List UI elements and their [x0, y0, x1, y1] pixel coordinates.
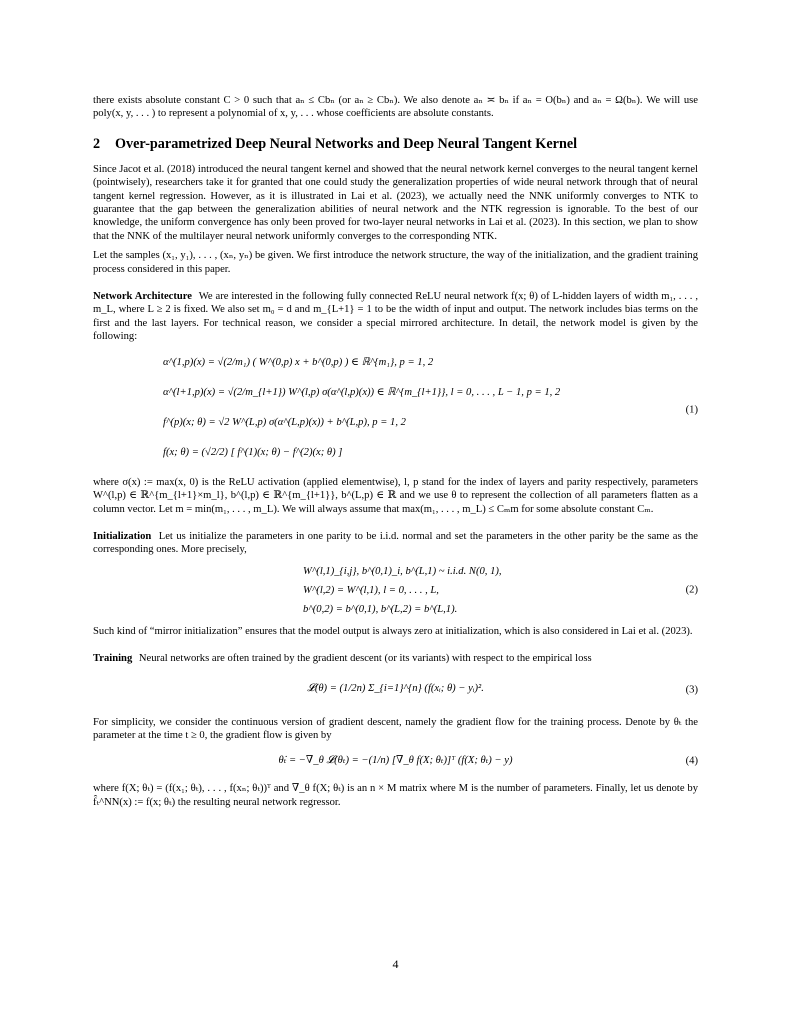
equation-2-number: (2)	[685, 584, 698, 596]
equation-1-line-4: f(x; θ) = (√2/2) [ f^(1)(x; θ) − f^(2)(x; θ) ]	[163, 446, 343, 458]
initialization-text: Let us initialize the parameters in one parity to be i.i.d. normal and set the parameters in the other parity be the same as the corresponding ones. More precisely,	[93, 530, 698, 556]
intro-paragraph: there exists absolute constant C > 0 such that aₙ ≤ Cbₙ (or aₙ ≥ Cbₙ). We also denote aₙ ≍ bₙ if aₙ = O(bₙ) and aₙ = Ω(bₙ). We will use poly(x, y, . . . ) to represent a polynomial of x, y, . . . whose coefficients are absolute constants.	[93, 95, 698, 120]
equation-1	[93, 350, 698, 470]
equation-2-line-2: W^(l,2) = W^(l,1), l = 0, . . . , L,	[303, 584, 439, 596]
network-architecture-heading: Network Architecture	[93, 291, 193, 303]
equation-4	[93, 746, 698, 776]
paper-page	[93, 94, 698, 809]
page-number: 4	[392, 957, 399, 971]
equation-4-body: θ̇ₜ = −∇_θ 𝓛(θₜ) = −(1/n) [∇_θ f(X; θₜ)]ᵀ (f(X; θₜ) − y)	[278, 755, 513, 767]
section-number: 2	[93, 135, 101, 152]
equation-1-line-2: α^(l+1,p)(x) = √(2/m_{l+1}) W^(l,p) σ(α^(l,p)(x)) ∈ ℝ^{m_{l+1}}, l = 0, . . . , L − 1, p = 1, 2	[163, 386, 561, 398]
equation-1-line-1: α^(1,p)(x) = √(2/m₁) ( W^(0,p) x + b^(0,p) ) ∈ ℝ^{m₁}, p = 1, 2	[163, 356, 434, 368]
section-heading	[93, 135, 698, 153]
training-text: Neural networks are often trained by the gradient descent (or its variants) with respect to the empirical loss	[138, 653, 592, 665]
equation-2	[93, 561, 698, 619]
training-flow-paragraph: For simplicity, we consider the continuous version of gradient descent, namely the gradient flow for the training process. Denote by θₜ the parameter at the time t ≥ 0, the gradient flow is given by	[93, 716, 698, 741]
paragraph-samples: Let the samples (x₁, y₁), . . . , (xₙ, yₙ) be given. We first introduce the network structure, the way of the initialization, and the gradient training process considered in this paper.	[93, 250, 698, 275]
network-after-paragraph: where σ(x) := max(x, 0) is the ReLU activation (applied elementwise), l, p stand for the index of layers and parity respectively, parameters W^(l,p) ∈ ℝ^{m_{l+1}×m_l}, b^(l,p) ∈ ℝ^{m_{l+1}}, b^(L,p) ∈ ℝ and we use θ to represent the collection of all parameters flatten as a column vector. Let m = min(m₁, . . . , m_L). We will always assume that max(m₁, . . . , m_L) ≤ Cₘm for some absolute constant Cₘ.	[93, 476, 698, 515]
section-title: Over-parametrized Deep Neural Networks and Deep Neural Tangent Kernel	[115, 135, 578, 152]
equation-2-line-3: b^(0,2) = b^(0,1), b^(L,2) = b^(L,1).	[303, 603, 458, 615]
equation-3-body: 𝓛(θ) = (1/2n) Σ_{i=1}^{n} (f(xᵢ; θ) − yᵢ)².	[307, 682, 484, 694]
equation-1-number: (1)	[685, 403, 698, 415]
training-paragraph	[93, 652, 698, 665]
equation-3	[93, 670, 698, 710]
network-architecture-text: We are interested in the following fully connected ReLU neural network f(x; θ) of L-hidden layers of width m₁, . . . , m_L, where L ≥ 2 is fixed. We also set m₀ = d and m_{L+1} = 1 to be the width of input and output. The network includes bias terms on the first and the last layers. For technical reason, we consider a special mirrored architecture. In detail, the network model is given by the following:	[93, 291, 698, 343]
equation-3-number: (3)	[685, 683, 698, 695]
equation-1-line-3: f^(p)(x; θ) = √2 W^(L,p) σ(α^(L,p)(x)) + b^(L,p), p = 1, 2	[163, 416, 406, 428]
equation-4-number: (4)	[685, 755, 698, 767]
initialization-after-paragraph: Such kind of “mirror initialization” ensures that the model output is always zero at initialization, which is also considered in Lai et al. (2023).	[93, 625, 693, 637]
paragraph-ntk-intro: Since Jacot et al. (2018) introduced the neural tangent kernel and showed that the neural network kernel converges to the neural tangent kernel (pointwisely), researchers take it for granted that one could study the generalization properties of wide neural network through that of neural tangent kernel regression. However, as it is illustrated in Lai et al. (2023), we actually need the NNK uniformly converges to NTK to guarantee that the gap between the generalization abilities of neural network and the NTK regression is ignorable. To the best of our knowledge, the uniform convergence has only been proved for two-layer neural networks in Lai et al. (2023). In this section, we plan to show that the NNK of the multilayer neural network uniformly converges to the corresponding NTK.	[93, 163, 698, 242]
equation-2-line-1: W^(l,1)_{i,j}, b^(0,1)_i, b^(L,1) ~ i.i.d. N(0, 1),	[303, 565, 502, 577]
initialization-heading: Initialization	[93, 530, 152, 542]
initialization-paragraph	[93, 530, 698, 557]
training-after-paragraph: where f(X; θₜ) = (f(x₁; θₜ), . . . , f(xₙ; θₜ))ᵀ and ∇_θ f(X; θₜ) is an n × M matrix where M is the number of parameters. Finally, let us denote by f̂ₜ^NN(x) := f(x; θₜ) the resulting neural network regressor.	[93, 783, 698, 808]
training-heading: Training	[93, 653, 133, 665]
network-architecture-paragraph	[93, 290, 698, 344]
